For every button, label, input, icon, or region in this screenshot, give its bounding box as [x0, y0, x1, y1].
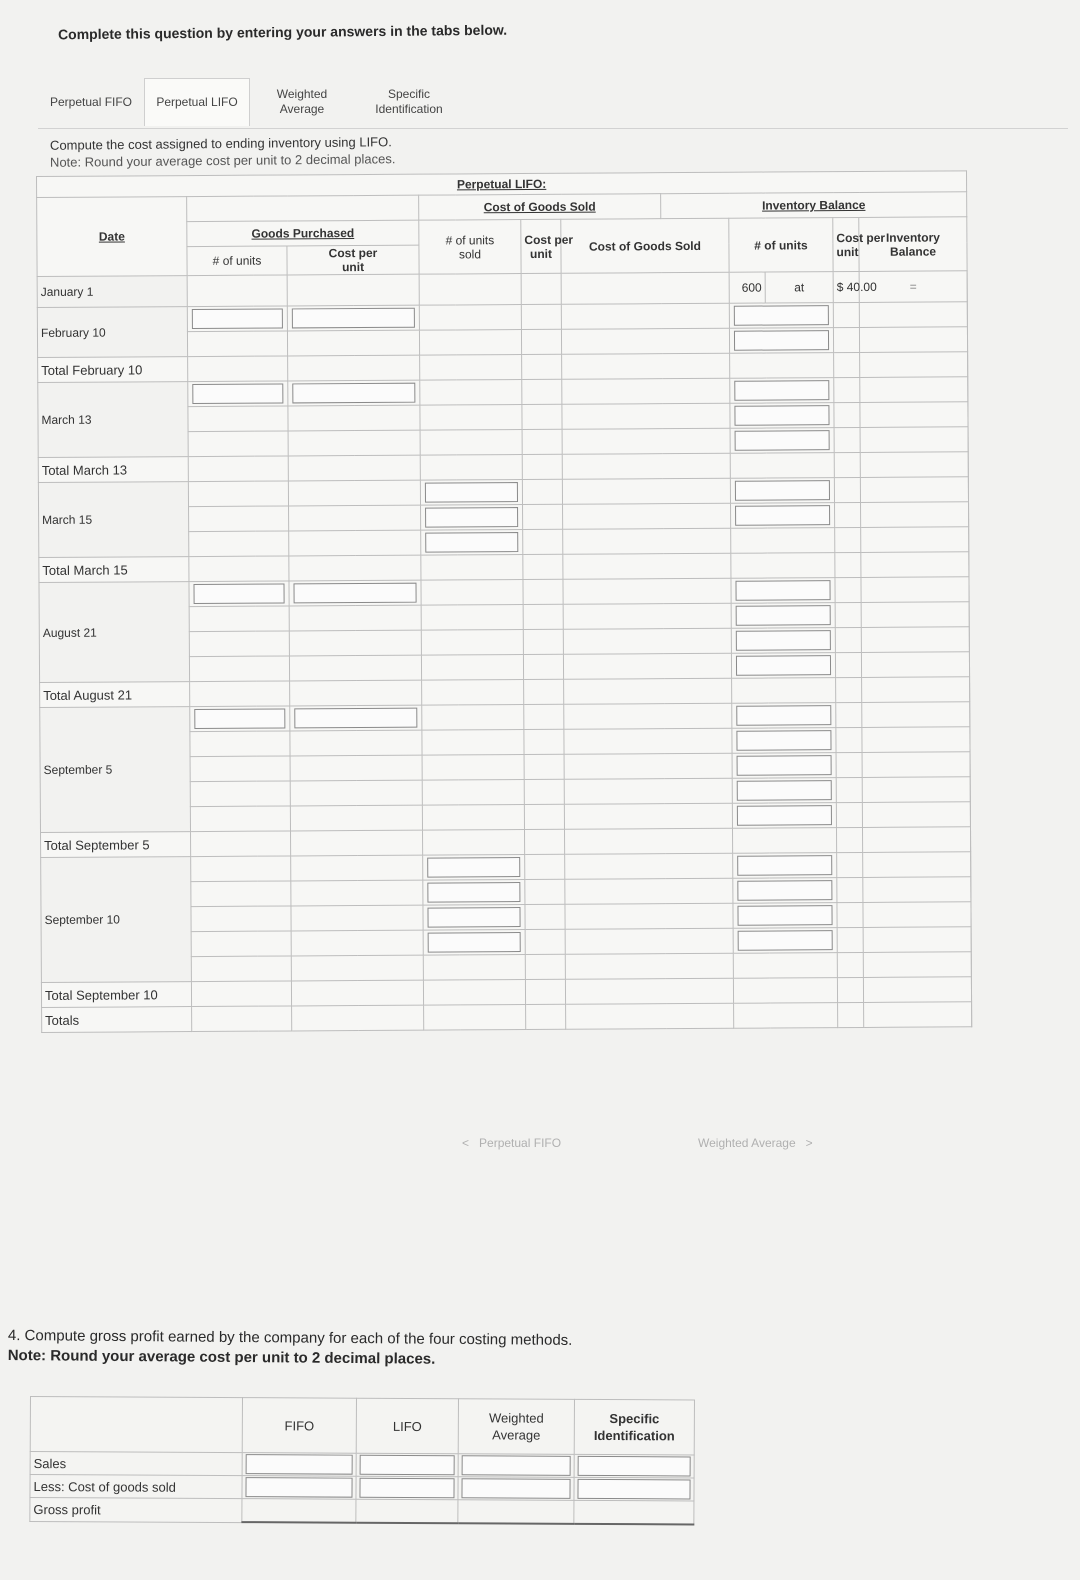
inventory-balance-col-header: Inventory Balance [859, 217, 967, 272]
table-row [30, 1452, 694, 1478]
units-sold-input[interactable] [425, 532, 518, 553]
purchase-cost-input[interactable] [294, 708, 417, 729]
balance-units-input[interactable] [737, 780, 832, 801]
row-label: Total March 15 [39, 557, 189, 583]
row-label: August 21 [39, 582, 190, 683]
gross-profit-table-wrapper [29, 1396, 695, 1525]
purchase-units-input[interactable] [193, 583, 284, 604]
cogs-cost-per-unit-header: Cost per unit [521, 219, 561, 273]
tab-label-line2: Identification [375, 102, 443, 116]
purchase-cost-input[interactable] [292, 383, 415, 404]
cogs-group-header: Cost of Goods Sold [419, 194, 661, 220]
balance-units-input[interactable] [736, 655, 831, 676]
cogs-total-header: Cost of Goods Sold [561, 218, 729, 273]
balance-units-input[interactable] [734, 305, 829, 326]
purchased-cost-per-unit-header: Cost per unit [287, 245, 419, 275]
table-row [30, 1475, 694, 1501]
tab-specific-identification[interactable] [354, 78, 464, 126]
balance-units-input[interactable] [736, 730, 831, 751]
table-title: Perpetual LIFO: [456, 176, 547, 192]
row-label: September 10 [41, 857, 192, 983]
question-4-text: 4. Compute gross profit earned by the company for each of the four costing methods. [7, 1327, 573, 1349]
balance-units-input[interactable] [734, 380, 829, 401]
balance-cost-per-unit-header: Cost per unit [833, 217, 859, 271]
question-4-note: Note: Round your average cost per unit to 2 decimal places. [7, 1346, 436, 1368]
balance-units-input[interactable] [735, 580, 830, 601]
tab-label: Perpetual LIFO [156, 95, 238, 109]
method-tabs [38, 78, 464, 126]
gp-row-label: Gross profit [30, 1498, 242, 1523]
purchased-units-header: # of units [187, 246, 287, 276]
cogs-weighted-input[interactable] [461, 1478, 570, 1499]
units-sold-input[interactable] [427, 882, 520, 903]
next-nav-link[interactable] [698, 1136, 813, 1150]
at-label: at [765, 272, 833, 303]
cogs-specific-input[interactable] [577, 1479, 690, 1500]
balance-units-input[interactable] [736, 705, 831, 726]
gross-profit-table [29, 1396, 695, 1525]
jan-cost-per-unit: $ 40.00 [833, 271, 859, 302]
balance-units-input[interactable] [737, 880, 832, 901]
purchase-units-input[interactable] [192, 383, 283, 404]
jan-units: 600 [729, 272, 765, 303]
balance-units-header: # of units [729, 218, 833, 273]
chevron-right-icon: > [805, 1136, 813, 1150]
units-sold-input[interactable] [425, 507, 518, 528]
sales-lifo-input[interactable] [360, 1455, 455, 1475]
lifo-table-wrapper [36, 170, 972, 1033]
chevron-left-icon: < [462, 1136, 470, 1150]
sales-weighted-input[interactable] [462, 1455, 571, 1476]
tab-perpetual-fifo[interactable] [38, 78, 144, 126]
compute-note: Note: Round your average cost per unit to 2 decimal places. [49, 151, 396, 170]
balance-units-input[interactable] [738, 930, 833, 951]
cogs-lifo-input[interactable] [359, 1478, 454, 1498]
gp-header-fifo: FIFO [242, 1398, 356, 1454]
row-label: Total September 5 [41, 832, 191, 858]
tab-weighted-average[interactable] [250, 78, 354, 126]
balance-units-input[interactable] [736, 605, 831, 626]
question-4 [8, 1326, 573, 1371]
compute-instruction: Compute the cost assigned to ending inventory using LIFO. [49, 134, 392, 153]
tab-label: Perpetual FIFO [49, 94, 133, 109]
units-sold-input[interactable] [427, 857, 520, 878]
gp-header-specific-identification: Specific Identification [574, 1399, 694, 1455]
balance-units-input[interactable] [736, 630, 831, 651]
units-sold-input[interactable] [428, 932, 521, 953]
table-row [30, 1498, 694, 1525]
gp-row-label: Sales [30, 1452, 242, 1476]
balance-units-input[interactable] [734, 330, 829, 351]
row-label: Total March 13 [38, 457, 188, 483]
balance-units-input[interactable] [735, 430, 830, 451]
sales-specific-input[interactable] [578, 1456, 691, 1477]
balance-units-input[interactable] [734, 405, 829, 426]
date-header: Date [37, 197, 187, 277]
tab-label-line1: Specific [387, 87, 431, 101]
balance-units-input[interactable] [735, 480, 830, 501]
row-label: March 15 [38, 482, 188, 558]
balance-units-input[interactable] [735, 505, 830, 526]
tab-perpetual-lifo[interactable] [144, 78, 250, 126]
row-label: February 10 [37, 307, 187, 358]
row-label: Total August 21 [40, 682, 190, 708]
balance-units-input[interactable] [737, 755, 832, 776]
gp-row-label: Less: Cost of goods sold [30, 1475, 242, 1499]
gp-header-weighted-average: Weighted Average [458, 1399, 574, 1455]
balance-units-input[interactable] [737, 855, 832, 876]
purchase-units-input[interactable] [192, 308, 283, 329]
instruction-text: Complete this question by entering your answers in the tabs below. [57, 21, 508, 43]
row-label: January 1 [37, 276, 187, 308]
goods-purchased-header [187, 195, 419, 221]
purchase-units-input[interactable] [194, 708, 285, 729]
equals-sign: = [859, 271, 967, 303]
units-sold-header: # of units sold [419, 220, 521, 275]
inventory-balance-header: Inventory Balance [661, 192, 967, 219]
row-label: Totals [42, 1007, 192, 1033]
balance-units-input[interactable] [737, 805, 832, 826]
units-sold-input[interactable] [425, 482, 518, 503]
row-label: September 5 [40, 707, 191, 833]
prev-nav-label: Perpetual FIFO [479, 1136, 562, 1150]
lifo-table [36, 170, 972, 1033]
gp-blank-header [30, 1397, 242, 1453]
row-label: Total September 10 [41, 982, 191, 1008]
tab-label-line2: Average [279, 102, 325, 116]
row-label: March 13 [38, 382, 188, 458]
tab-label-line1: Weighted [276, 87, 328, 101]
table-row [42, 1002, 972, 1033]
purchase-cost-input[interactable] [293, 583, 416, 604]
cogs-fifo-input[interactable] [245, 1477, 352, 1498]
tab-divider [38, 128, 1068, 129]
row-label: Total February 10 [38, 357, 188, 383]
sales-fifo-input[interactable] [246, 1454, 353, 1475]
units-sold-input[interactable] [427, 907, 520, 928]
next-nav-label: Weighted Average [698, 1136, 796, 1150]
gp-header-lifo: LIFO [356, 1398, 458, 1454]
balance-units-input[interactable] [737, 905, 832, 926]
goods-purchased-title: Goods Purchased [187, 220, 419, 246]
purchase-cost-input[interactable] [292, 308, 415, 329]
prev-nav-link[interactable] [462, 1136, 561, 1150]
